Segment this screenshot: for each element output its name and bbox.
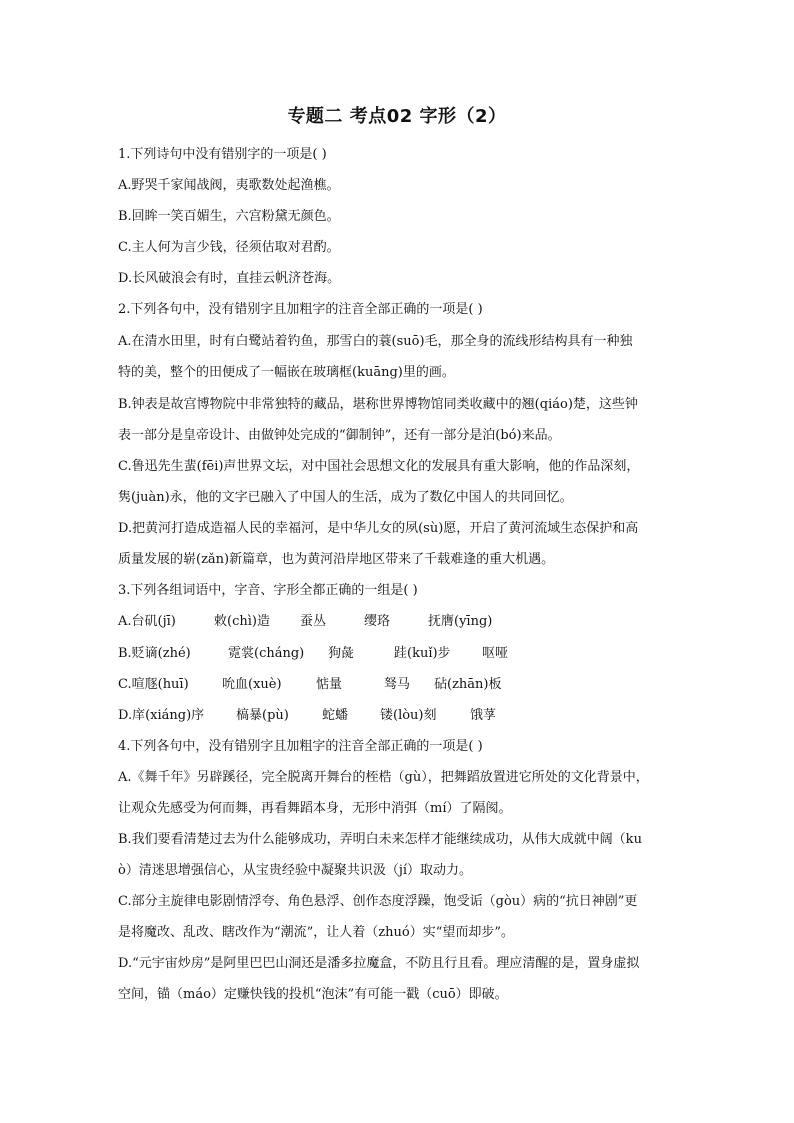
q3-c-word-3: 惦量 — [316, 677, 343, 692]
q3-d-word-4: 镂(lòu)刻 — [380, 708, 437, 723]
q3-c-word-4: 驽马 — [384, 677, 411, 692]
q3-b-word-1: B.贬谪(zhé) — [118, 646, 191, 661]
q3-a-word-2: 敕(chì)造 — [214, 614, 270, 629]
question-1-stem: 1.下列诗句中没有错别字的一项是( ) — [118, 147, 327, 162]
question-4-option-a-line2: 让观众先感受为何而舞，再看舞蹈本身，无形中消弭（mí）了隔阂。 — [118, 801, 512, 816]
question-4-option-d-line2: 空间，锚（máo）定赚快钱的投机“泡沫”有可能一戳（cuō）即破。 — [118, 987, 508, 1002]
q3-a-word-3: 蚕丛 — [300, 614, 327, 629]
question-4-option-c-line1: C.部分主旋律电影剧情浮夸、角色悬浮、创作态度浮躁，饱受诟（gòu）病的“抗日神剧”更 — [118, 894, 638, 909]
question-1-option-b: B.回眸一笑百媚生，六宫粉黛无颜色。 — [118, 209, 340, 224]
question-4-option-a-line1: A.《舞千年》另辟蹊径，完全脱离开舞台的桎梏（gù），把舞蹈放置进它所处的文化背景中， — [118, 770, 649, 785]
question-4-option-b-line1: B.我们要看清楚过去为什么能够成功，弄明白未来怎样才能继续成功，从伟大成就中阔（ku — [118, 832, 642, 847]
question-2-stem: 2.下列各句中，没有错别字且加粗字的注音全部正确的一项是( ) — [118, 302, 483, 317]
question-4-option-d-line1: D.“元宇宙炒房”是阿里巴巴山洞还是潘多拉魔盒，不防且行且看。理应清醒的是，置身虚拟 — [118, 956, 640, 971]
q3-b-word-4: 跬(kuǐ)步 — [394, 646, 451, 661]
q3-d-word-2: 槁暴(pù) — [236, 708, 289, 723]
q3-a-word-1: A.台矶(jī) — [118, 614, 176, 629]
question-2-option-d-line2: 质量发展的崭(zǎn)新篇章，也为黄河沿岸地区带来了千载难逢的重大机遇。 — [118, 552, 555, 567]
q3-d-word-1: D.庠(xiáng)序 — [118, 708, 205, 723]
q3-d-word-3: 蛇蟠 — [322, 708, 349, 723]
q3-b-word-3: 狗彘 — [328, 646, 355, 661]
q3-c-word-5: 砧(zhān)板 — [434, 677, 502, 692]
q3-c-word-2: 吮血(xuè) — [222, 677, 282, 692]
question-4-option-c-line2: 是将魔改、乱改、瞎改作为“潮流”，让人着（zhuó）实“望而却步”。 — [118, 925, 515, 940]
question-2-option-c-line1: C.鲁迅先生蜚(fēi)声世界文坛，对中国社会思想文化的发展具有重大影响，他的作品深刻， — [118, 459, 640, 474]
question-2-option-d-line1: D.把黄河打造成造福人民的幸福河，是中华儿女的夙(sù)愿，开启了黄河流域生态保护和高 — [118, 521, 639, 536]
q3-a-word-5: 抚膺(yīng) — [428, 614, 493, 629]
question-2-option-b-line1: B.钟表是故宫博物院中非常独特的藏品，堪称世界博物馆同类收藏中的翘(qiáo)楚，这些钟 — [118, 397, 638, 412]
q3-b-word-2: 霓裳(cháng) — [228, 646, 305, 661]
question-4-option-b-line2: ò）清迷思增强信心，从宝贵经验中凝聚共识汲（jí）取动力。 — [118, 863, 473, 878]
question-2-option-b-line2: 表一部分是皇帝设计、由做钟处完成的“御制钟”，还有一部分是泊(bó)来品。 — [118, 428, 561, 443]
question-2-option-c-line2: 隽(juàn)永，他的文字已融入了中国人的生活，成为了数亿中国人的共同回忆。 — [118, 490, 573, 505]
question-1-option-d: D.长风破浪会有时，直挂云帆济苍海。 — [118, 271, 341, 286]
question-1-option-c: C.主人何为言少钱，径须估取对君酌。 — [118, 240, 340, 255]
q3-b-word-5: 呕哑 — [482, 646, 509, 661]
page-title: 专题二 考点02 字形（2） — [287, 106, 507, 127]
q3-c-word-1: C.喧豗(huī) — [118, 677, 189, 692]
q3-d-word-5: 饿莩 — [470, 708, 497, 723]
question-1-option-a: A.野哭千家闻战阀，夷歌数处起渔樵。 — [118, 178, 340, 193]
question-2-option-a-line2: 特的美，整个的田便成了一幅嵌在玻璃框(kuāng)里的画。 — [118, 365, 455, 380]
question-3-stem: 3.下列各组词语中，字音、字形全都正确的一组是( ) — [118, 583, 418, 598]
q3-a-word-4: 缨珞 — [364, 614, 391, 629]
question-4-stem: 4.下列各句中，没有错别字且加粗字的注音全部正确的一项是( ) — [118, 739, 483, 754]
question-2-option-a-line1: A.在清水田里，时有白鹭站着钓鱼，那雪白的蓑(suō)毛，那全身的流线形结构具有一种独 — [118, 334, 633, 349]
